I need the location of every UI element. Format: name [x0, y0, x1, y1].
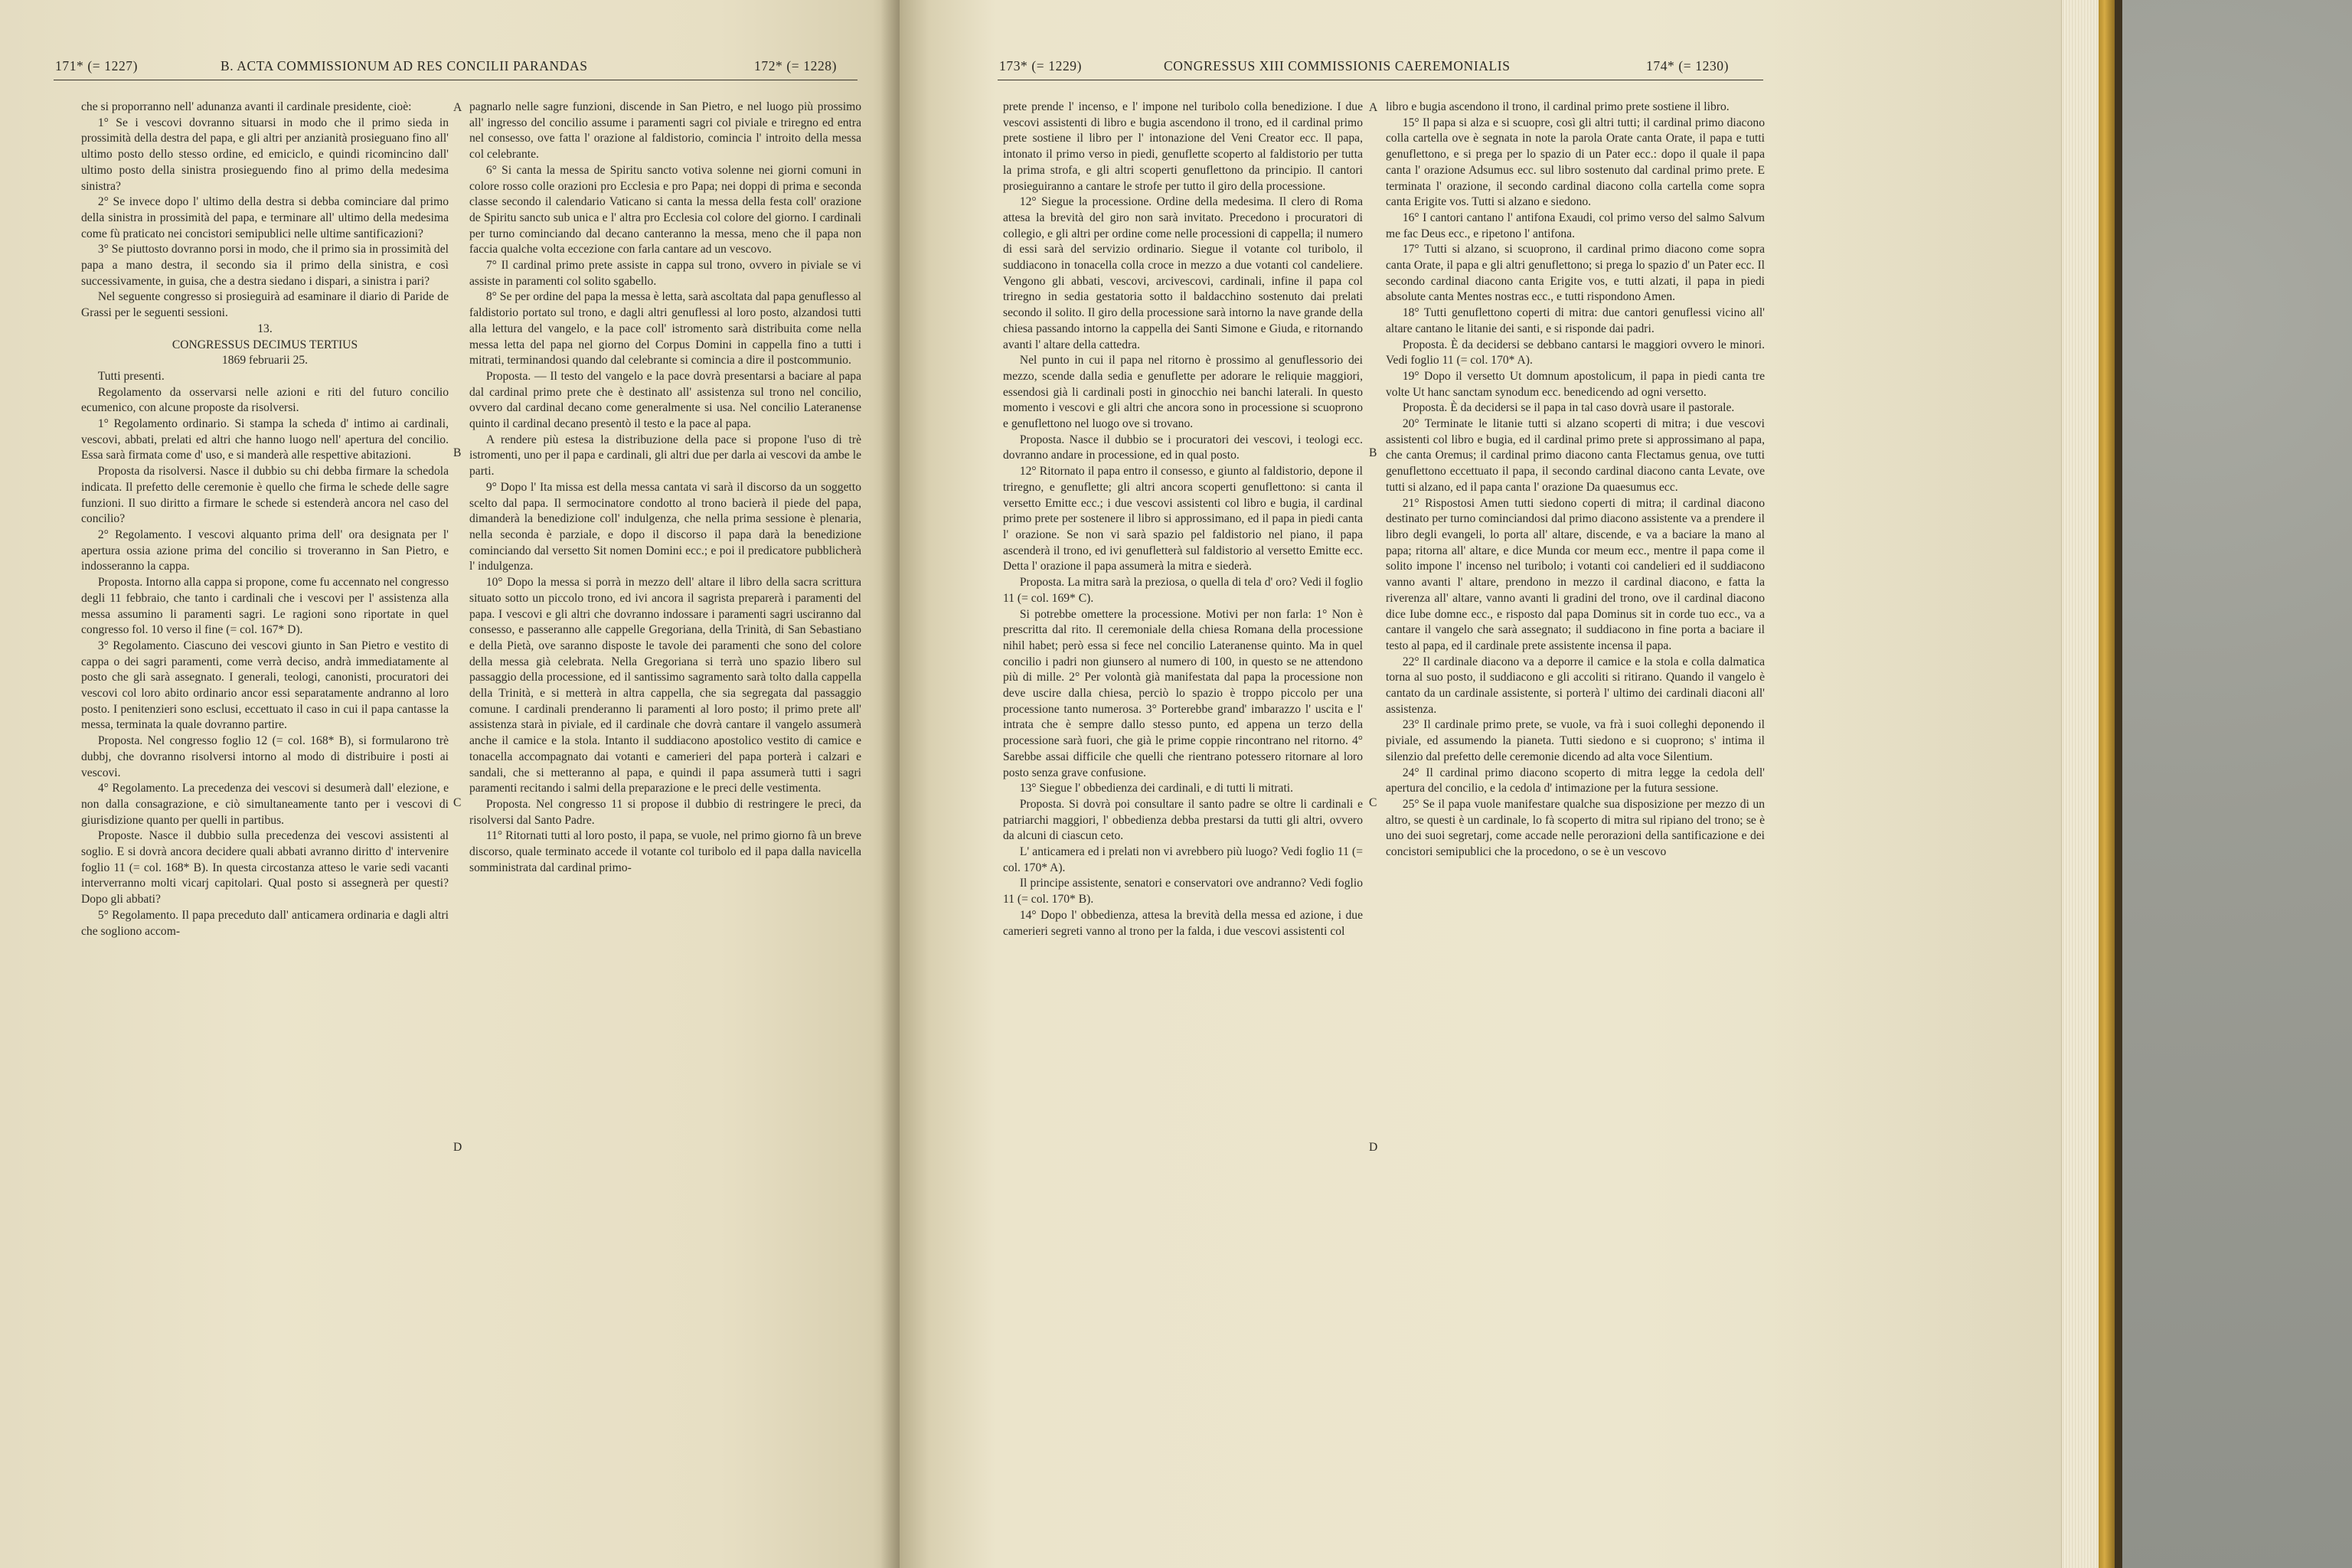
paragraph: 12° Siegue la processione. Ordine della medesima. Il clero di Roma attesa la brevità del giro non sarà invitato. Precedono i procuratori di collegio, e gli altri per ordine come nelle processioni di cappella; il numero di essi sarà del servizio ordinario. Siegue il votante col turibolo, il suddiacono in tonacella colla croce in mezzo a due votanti col candeliere. Vengono gli abbati, vescovi, arcivescovi, cardinali, infine il papa col triregno in sedia gestatoria sotto il baldacchino sostenuto dai prelati secondo il solito. Il giro della processione sarà intorno la nave grande della chiesa passando intorno la cappella dei Santi Simone e Giuda, e ritornando avanti l' altare della cattedra.	[1003, 195, 1363, 351]
margin-letter-c: C	[1369, 796, 1377, 809]
left-running-head: B. ACTA COMMISSIONUM AD RES CONCILII PARANDAS	[220, 58, 588, 74]
paragraph: 3° Regolamento. Ciascuno dei vescovi giunto in San Pietro e vestito di cappa o dei sagri paramenti, come verrà deciso, andrà immediatamente al posto che gli sarà assegnato. I generali, teologi, canonisti, procuratori dei vescovi col loro abito ordinario ancor essi separatamente andranno al loro posto. I penitenzieri sono esclusi, eccettuato il caso in cui il papa cantasse la messa, terminata la quale dovranno partire.	[81, 639, 449, 732]
right-running-head: CONGRESSUS XIII COMMISSIONIS CAEREMONIALIS	[1164, 58, 1511, 74]
paragraph: Nel seguente congresso si prosieguirà ad esaminare il diario di Paride de Grassi per le seguenti sessioni.	[81, 290, 449, 320]
left-page	[0, 0, 900, 1568]
left-page-number-right: 172* (= 1228)	[754, 58, 838, 74]
paragraph: Proposta. La mitra sarà la preziosa, o quella di tela d' oro? Vedi il foglio 11 (= col. 169* C).	[1003, 576, 1363, 605]
margin-letter-b: B	[1369, 446, 1377, 459]
margin-letter-c: C	[453, 796, 462, 809]
left-page-column-1	[81, 100, 449, 939]
paragraph: Proposta. È da decidersi se il papa in tal caso dovrà usare il pastorale.	[1402, 401, 1735, 415]
paragraph: 14° Dopo l' obbedienza, attesa la brevità della messa ed azione, i due camerieri segreti vanno al trono per la falda, i due vescovi assistenti col	[1003, 908, 1363, 938]
paragraph: 13.	[257, 322, 273, 335]
paragraph: 20° Terminate le litanie tutti si alzano scoperti di mitra; i due vescovi assistenti col libro e bugia, ed il cardinal primo prete si approssimano al papa, che canta Oremus; il cardinal primo diacono canta Flectamus genua, ove tutti genuflettono eccettuato il papa, il secondo cardinal diacono canta Levate, ove tutti si alzano, ed il papa canta l' orazione Da quaesumus ecc.	[1386, 417, 1765, 494]
right-page-number-right: 174* (= 1230)	[1646, 58, 1730, 74]
paragraph: 3° Se piuttosto dovranno porsi in modo, che il primo sia in prossimità del papa a mano destra, il secondo sia il primo della sinistra, e così successivamente, in guisa, che a destra siedano i dispari, a sinistra i pari?	[81, 243, 449, 288]
paragraph: 23° Il cardinale primo prete, se vuole, va frà i suoi colleghi deponendo il piviale, ed assumendo la pianeta. Tutti siedono e si cuoprono; s' intima il silenzio dal prefetto delle ceremonie dicendo ad alta voce Silentium.	[1386, 718, 1765, 763]
left-page-number: 171* (= 1227)	[55, 58, 139, 74]
paragraph: 15° Il papa si alza e si scuopre, così gli altri tutti; il cardinal primo diacono colla cartella ove è segnata in note la parola Orate canta Orate, il papa e tutti genuflettono, e si prega per lo spazio di un Pater ecc.: dopo il quale il papa canta l' orazione Adsumus ecc. sul libro sostenuto dal cardinal primo prete. E terminata l' orazione, il secondo cardinal diacono colla cartella come sopra canta Erigite vos. Tutti si alzano e siedono.	[1386, 116, 1765, 209]
left-page-column-2	[469, 100, 861, 876]
paragraph: 11° Ritornati tutti al loro posto, il papa, se vuole, nel primo giorno fà un breve discorso, quale terminato accede il votante col turibolo ed il papa dalla navicella somministrata dal cardinal primo-	[469, 829, 861, 874]
paragraph: L' anticamera ed i prelati non vi avrebbero più luogo? Vedi foglio 11 (= col. 170* A).	[1003, 845, 1363, 874]
paragraph: A rendere più estesa la distribuzione della pace si propone l'uso di trè istromenti, uno per il papa e cardinali, gli altri due per darla ai vescovi da ambe le parti.	[469, 433, 861, 479]
paragraph: libro e bugia ascendono il trono, il cardinal primo prete sostiene il libro.	[1386, 100, 1730, 113]
margin-letter-d: D	[453, 1141, 462, 1154]
paragraph: Tutti presenti.	[97, 369, 165, 383]
paragraph: 2° Se invece dopo l' ultimo della destra si debba cominciare dal primo della sinistra in prossimità del papa, e terminare all' ultimo della medesima come fù praticato nei concistori semipublici nelle ultime santificazioni?	[81, 195, 449, 240]
paragraph: 1° Regolamento ordinario. Si stampa la scheda d' intimo ai cardinali, vescovi, abbati, prelati ed altri che hanno luogo nell' apertura del concilio. Essa sarà firmata come d' uso, e si manderà alle respettive abitazioni.	[81, 417, 449, 462]
paragraph: 2° Regolamento. I vescovi alquanto prima dell' ora designata per l' apertura ossia azione prima del concilio si troveranno in San Pietro, e indosseranno la cappa.	[81, 528, 449, 573]
paragraph: pagnarlo nelle sagre funzioni, discende in San Pietro, e nel luogo più prossimo all' ingresso del concilio assume i paramenti sagri col piviale e triregno ed entra nel consesso, ove fatta l' orazione al faldistorio, comincia l' introito della messa col celebrante.	[469, 100, 861, 162]
book-cover-edge	[2098, 0, 2115, 1568]
paragraph: 12° Ritornato il papa entro il consesso, e giunto al faldistorio, depone il triregno, e genuflette; gli altri ancora scoperti genuflettono: si canta il versetto Emitte ecc.; i due vescovi assistenti col libro e bugia, il cardinal primo prete per sostenere il libro si approssimano, ed il papa in piedi canta l' orazione. Se non vi sarà spazio pel faldistorio nel piano, il papa ascenderà il trono, ed ivi genufletterà sul faldistorio al versetto Emitte ecc. Detta l' orazione il papa assumerà la mitra e siederà.	[1003, 465, 1363, 573]
paragraph: 22° Il cardinale diacono va a deporre il camice e la stola e colla dalmatica torna al suo posto, il suddiacono e gli accoliti si ritirano. Quando il vangelo è cantato da un cardinale assistente, si porterà l' ultimo dei cardinali diaconi all' assistenza.	[1386, 655, 1765, 716]
paragraph: 7° Il cardinal primo prete assiste in cappa sul trono, ovvero in piviale se vi assiste in paramenti col solito sgabello.	[469, 259, 861, 288]
paragraph: 13° Siegue l' obbedienza dei cardinali, e di tutti li mitrati.	[1019, 782, 1294, 795]
paragraph: Proposta da risolversi. Nasce il dubbio su chi debba firmare la schedola indicata. Il prefetto delle ceremonie è quello che firma le schede delle sagre funzioni. Il suo diritto a firmare le schede si estenderà ancora nel caso del concilio?	[81, 465, 449, 526]
margin-letter-a: A	[453, 101, 462, 114]
page-shading	[1765, 0, 2094, 1568]
paragraph: Proposta. È da decidersi se debbano cantarsi le maggiori ovvero le minori. Vedi foglio 11 (= col. 170* A).	[1386, 338, 1765, 368]
paragraph: 18° Tutti genuflettono coperti di mitra: due cantori genuflessi vicino all' altare cantano le litanie dei santi, e si risponde dai padri.	[1386, 306, 1765, 335]
paragraph: 21° Rispostosi Amen tutti siedono coperti di mitra; il cardinal diacono destinato per turno cominciandosi dal primo diacono assistente va a prendere il libro degli evangeli, lo porta all' altare, discende, e va a baciare la mano al papa; ritorna all' altare, e dice Munda cor meum ecc., mentre il papa come il solito impone l' incenso nel turibolo; i votanti coi candelieri ed il suddiacono vanno avanti l' altare, prendono in mezzo il cardinal diacono, e fatta la riverenza all' altare, vanno avanti li gradini del trono, ove il cardinal diacono dice Iube domne ecc., e risposto dal papa Dominus sit in corde tuo ecc., va a cantare il vangelo che sarà assegnato; il suddiacono in fine porta a baciare il testo al papa, ed il cardinale prete assistente incensa il papa.	[1386, 496, 1765, 652]
paragraph: 5° Regolamento. Il papa preceduto dall' anticamera ordinaria e dagli altri che sogliono accom-	[81, 908, 449, 938]
margin-letter-d: D	[1369, 1141, 1378, 1154]
paragraph: Regolamento da osservarsi nelle azioni e riti del futuro concilio ecumenico, con alcune proposte da risolversi.	[81, 385, 449, 415]
paragraph: Proposta. Si dovrà poi consultare il santo padre se oltre li cardinali e patriarchi maggiori, l' obbedienza debba prestarsi da tutti gli altri, ovvero da alcuni di ciascun ceto.	[1003, 797, 1363, 843]
book-cover-shadow	[2115, 0, 2122, 1568]
paragraph: Proposta. Intorno alla cappa si propone, come fu accennato nel congresso degli 11 febbraio, che tanto i cardinali che i vescovi per l' assistenza alla messa assumino li paramenti sagri. Le ragioni sono riportate in quel congresso fol. 10 verso il fine (= col. 167* D).	[81, 576, 449, 637]
margin-letter-a: A	[1369, 101, 1378, 114]
paragraph: Il principe assistente, senatori e conservatori ove andranno? Vedi foglio 11 (= col. 170* B).	[1003, 877, 1363, 906]
paragraph: Proposta. Nasce il dubbio se i procuratori dei vescovi, i teologi ecc. dovranno andare in processione, ed in qual posto.	[1003, 433, 1363, 462]
margin-letter-b: B	[453, 446, 462, 459]
paragraph: 1° Se i vescovi dovranno situarsi in modo che il primo sieda in prossimità della destra del papa, e gli altri per anzianità prosieguano fino all' ultimo posto dello stesso ordine, ed emiciclo, e quindi ricomincino dall' ultimo posto della sinistra prosieguendo fino al primo della medesima sinistra?	[81, 116, 449, 193]
paragraph: Proposte. Nasce il dubbio sulla precedenza dei vescovi assistenti al soglio. E si dovrà ancora decidere quali abbati avranno diritto d' intervenire foglio 11 (= col. 168* B). In questa circostanza atteso le varie sedi vacanti interverranno molti vicarj capitolari. Qual posto si assegnerà per questi? Dopo gli abbati?	[81, 829, 449, 906]
paragraph: 1869 februarii 25.	[221, 354, 309, 368]
paragraph: CONGRESSUS DECIMUS TERTIUS	[172, 338, 358, 351]
right-page-column-2	[1386, 100, 1765, 861]
paragraph: che si proporranno nell' adunanza avanti il cardinale presidente, cioè:	[81, 100, 412, 113]
table-background	[2122, 0, 2352, 1568]
paragraph: 4° Regolamento. La precedenza dei vescovi si desumerà dall' elezione, e non dalla consagrazione, e ciò simultaneamente tanto per i vescovi di giurisdizione quanto per quelli in partibus.	[81, 782, 449, 827]
right-page-column-1	[1003, 100, 1363, 939]
stacked-page-edges	[2061, 0, 2099, 1568]
paragraph: Si potrebbe omettere la processione. Motivi per non farla: 1° Non è prescritta dal rito. Il ceremoniale della chiesa Romana della processione nihil habet; però essa si fece nel concilio Lateranense quinto. Ma in quel concilio i padri non giunsero al numero di 100, in questo se ne attendono più di mille. 2° Per volontà già manifestata dal papa la processione non deve uscire dalla chiesa, perciò lo spazio è troppo piccolo per una processione tanto numerosa. 3° Porterebbe grand' imbarazzo l' uscita e l' intrata che è sempre dallo stesso punto, ed appena un terzo della processione sarà fuori, che già le prime coppie rincontrano nel ritorno. 4° Sarebbe assai difficile che quelli che rientrano potessero ritornare al loro posto senza grave confusione.	[1003, 607, 1363, 779]
paragraph: 17° Tutti si alzano, si scuoprono, il cardinal primo diacono come sopra canta Orate, il papa e gli altri genuflettono; si prega lo spazio d' un Pater ecc. Il secondo cardinal diacono canta Erigite vos, e tutti alzati, il papa in piedi absolute canta Mentes nostras ecc., e tutti rispondono Amen.	[1386, 243, 1765, 304]
paragraph: 8° Se per ordine del papa la messa è letta, sarà ascoltata dal papa genuflesso al faldistorio portato sul trono, e dagli altri genuflessi al loro posto, alzandosi tutti alla lettura del vangelo, e la pace coll' istromento sarà distribuita come nella messa letta del papa nel giorno del Corpus Domini in cappella fino a tutti i mitrati, terminandosi quando dal celebrante si comincia a dire il postcommunio.	[469, 290, 861, 368]
paragraph: 25° Se il papa vuole manifestare qualche sua disposizione per mezzo di un altro, se questi è un cardinale, lo fà scoperto di mitra sul ripiano del trono; se è uno dei suoi segretarj, come accade nelle perorazioni della santificazione e dei concistori semipublici che la procedono, o se è un vescovo	[1386, 797, 1765, 859]
paragraph: 6° Si canta la messa de Spiritu sancto votiva solenne nei giorni comuni in colore rosso colle orazioni pro Ecclesia e pro Papa; nei doppi di prima e seconda classe secondo il calendario Vaticano si canta la messa della festa coll' orazione de Spiritu sancto sub unica e l' altra pro Ecclesia col colore del giorno. I cardinali per turno cominciando dal decano canteranno la messa, meno che il papa non faccia qualche volta eccezione con farla cantare ad un vescovo.	[469, 163, 861, 256]
paragraph: prete prende l' incenso, e l' impone nel turibolo colla benedizione. I due vescovi assistenti di libro e bugia ascendono il trono, ed il cardinal primo prete sostiene il libro per l' intonazione del Veni Creator ecc. Il papa, intonato il primo verso in piedi, genuflette scoperto al faldistorio per tutta la prima strofa, e gli altri scoperti genuflettono da principio. Il cantori prosieguiranno a cantare le strofe per tutto il giro della processione.	[1003, 100, 1363, 193]
paragraph: 9° Dopo l' Ita missa est della messa cantata vi sarà il discorso da un soggetto scelto dal papa. Il sermocinatore condotto al trono bacierà il piede del papa, dimanderà la benedizione coll' indulgenza, che nella prima sessione è plenaria, nella seconda è parziale, e dopo il discorso il papa darà la benedizione cominciando dal versetto Sit nomen Domini ecc.; e poi il predicatore pubblicherà l' indulgenza.	[469, 480, 861, 573]
paragraph: Proposta. — Il testo del vangelo e la pace dovrà presentarsi a baciare al papa dal cardinal primo prete che è destinato all' assistenza sul trono nel concilio, ovvero dal cardinal decano come generalmente si usa. Nel concilio Lateranense quinto il cardinal decano presentò il testo e la pace al papa.	[469, 369, 861, 431]
paragraph: 16° I cantori cantano l' antifona Exaudi, col primo verso del salmo Salvum me fac Deus ecc., e ripetono l' antifona.	[1386, 211, 1765, 240]
right-page-number: 173* (= 1229)	[999, 58, 1083, 74]
paragraph: Nel punto in cui il papa nel ritorno è prossimo al genuflessorio dei mezzo, scende dalla sedia e genuflette per adorare le reliquie maggiori, essendosi già li cardinali posti in ginocchio nei banchi laterali. In questo momento i vescovi e gli altri che ancora sono in processione si scuoprono e genuflettono nel luogo ove si trovano.	[1003, 354, 1363, 431]
paragraph: Proposta. Nel congresso foglio 12 (= col. 168* B), si formularono trè dubbj, che dovranno risolversi intorno al modo di distribuire i posti ai vescovi.	[81, 734, 449, 779]
paragraph: 19° Dopo il versetto Ut domnum apostolicum, il papa in piedi canta tre volte Ut hanc sanctam synodum ecc. benedicendo ad ogni versetto.	[1386, 369, 1765, 399]
paragraph: 10° Dopo la messa si porrà in mezzo dell' altare il libro della sacra scrittura situato sotto un piccolo trono, ed ivi ancora il sagrista preparerà i paramenti del papa. I vescovi e gli altri che dovranno indossare i paramenti sagri usciranno dal consesso, e passeranno alle cappelle Gregoriana, della Trinità, di San Sebastiano e della Pietà, ove saranno disposte le tavole dei paramenti che sono del colore della messa già celebrata. Nella Gregoriana si terrà uno spazio libero sul passaggio della processione, ed il santissimo sagramento sarà tolto dalla cappella della Trinità, e si metterà in altra cappella, che sia segregata dal passaggio comune. I cardinali prenderanno li paramenti al loro posto; il primo prete all' assistenza starà in piviale, ed il cardinale che dovrà cantare il vangelo assumerà anche il camice e la stola. Intanto il suddiacono apostolico vestito di camice e tonacella accompagnato dai votanti e camerieri del papa porterà i calzari e sandali, che si metteranno al papa, e quindi il papa assumerà tutti i sagri paramenti recitando i salmi della preparazione e le preci delle vestimenta.	[469, 576, 861, 795]
paragraph: 24° Il cardinal primo diacono scoperto di mitra legge la cedola dell' apertura del concilio, e la cedola d' intimazione per la futura sessione.	[1386, 766, 1765, 795]
paragraph: Proposta. Nel congresso 11 si propose il dubbio di restringere le preci, da risolversi dal Santo Padre.	[469, 797, 861, 827]
